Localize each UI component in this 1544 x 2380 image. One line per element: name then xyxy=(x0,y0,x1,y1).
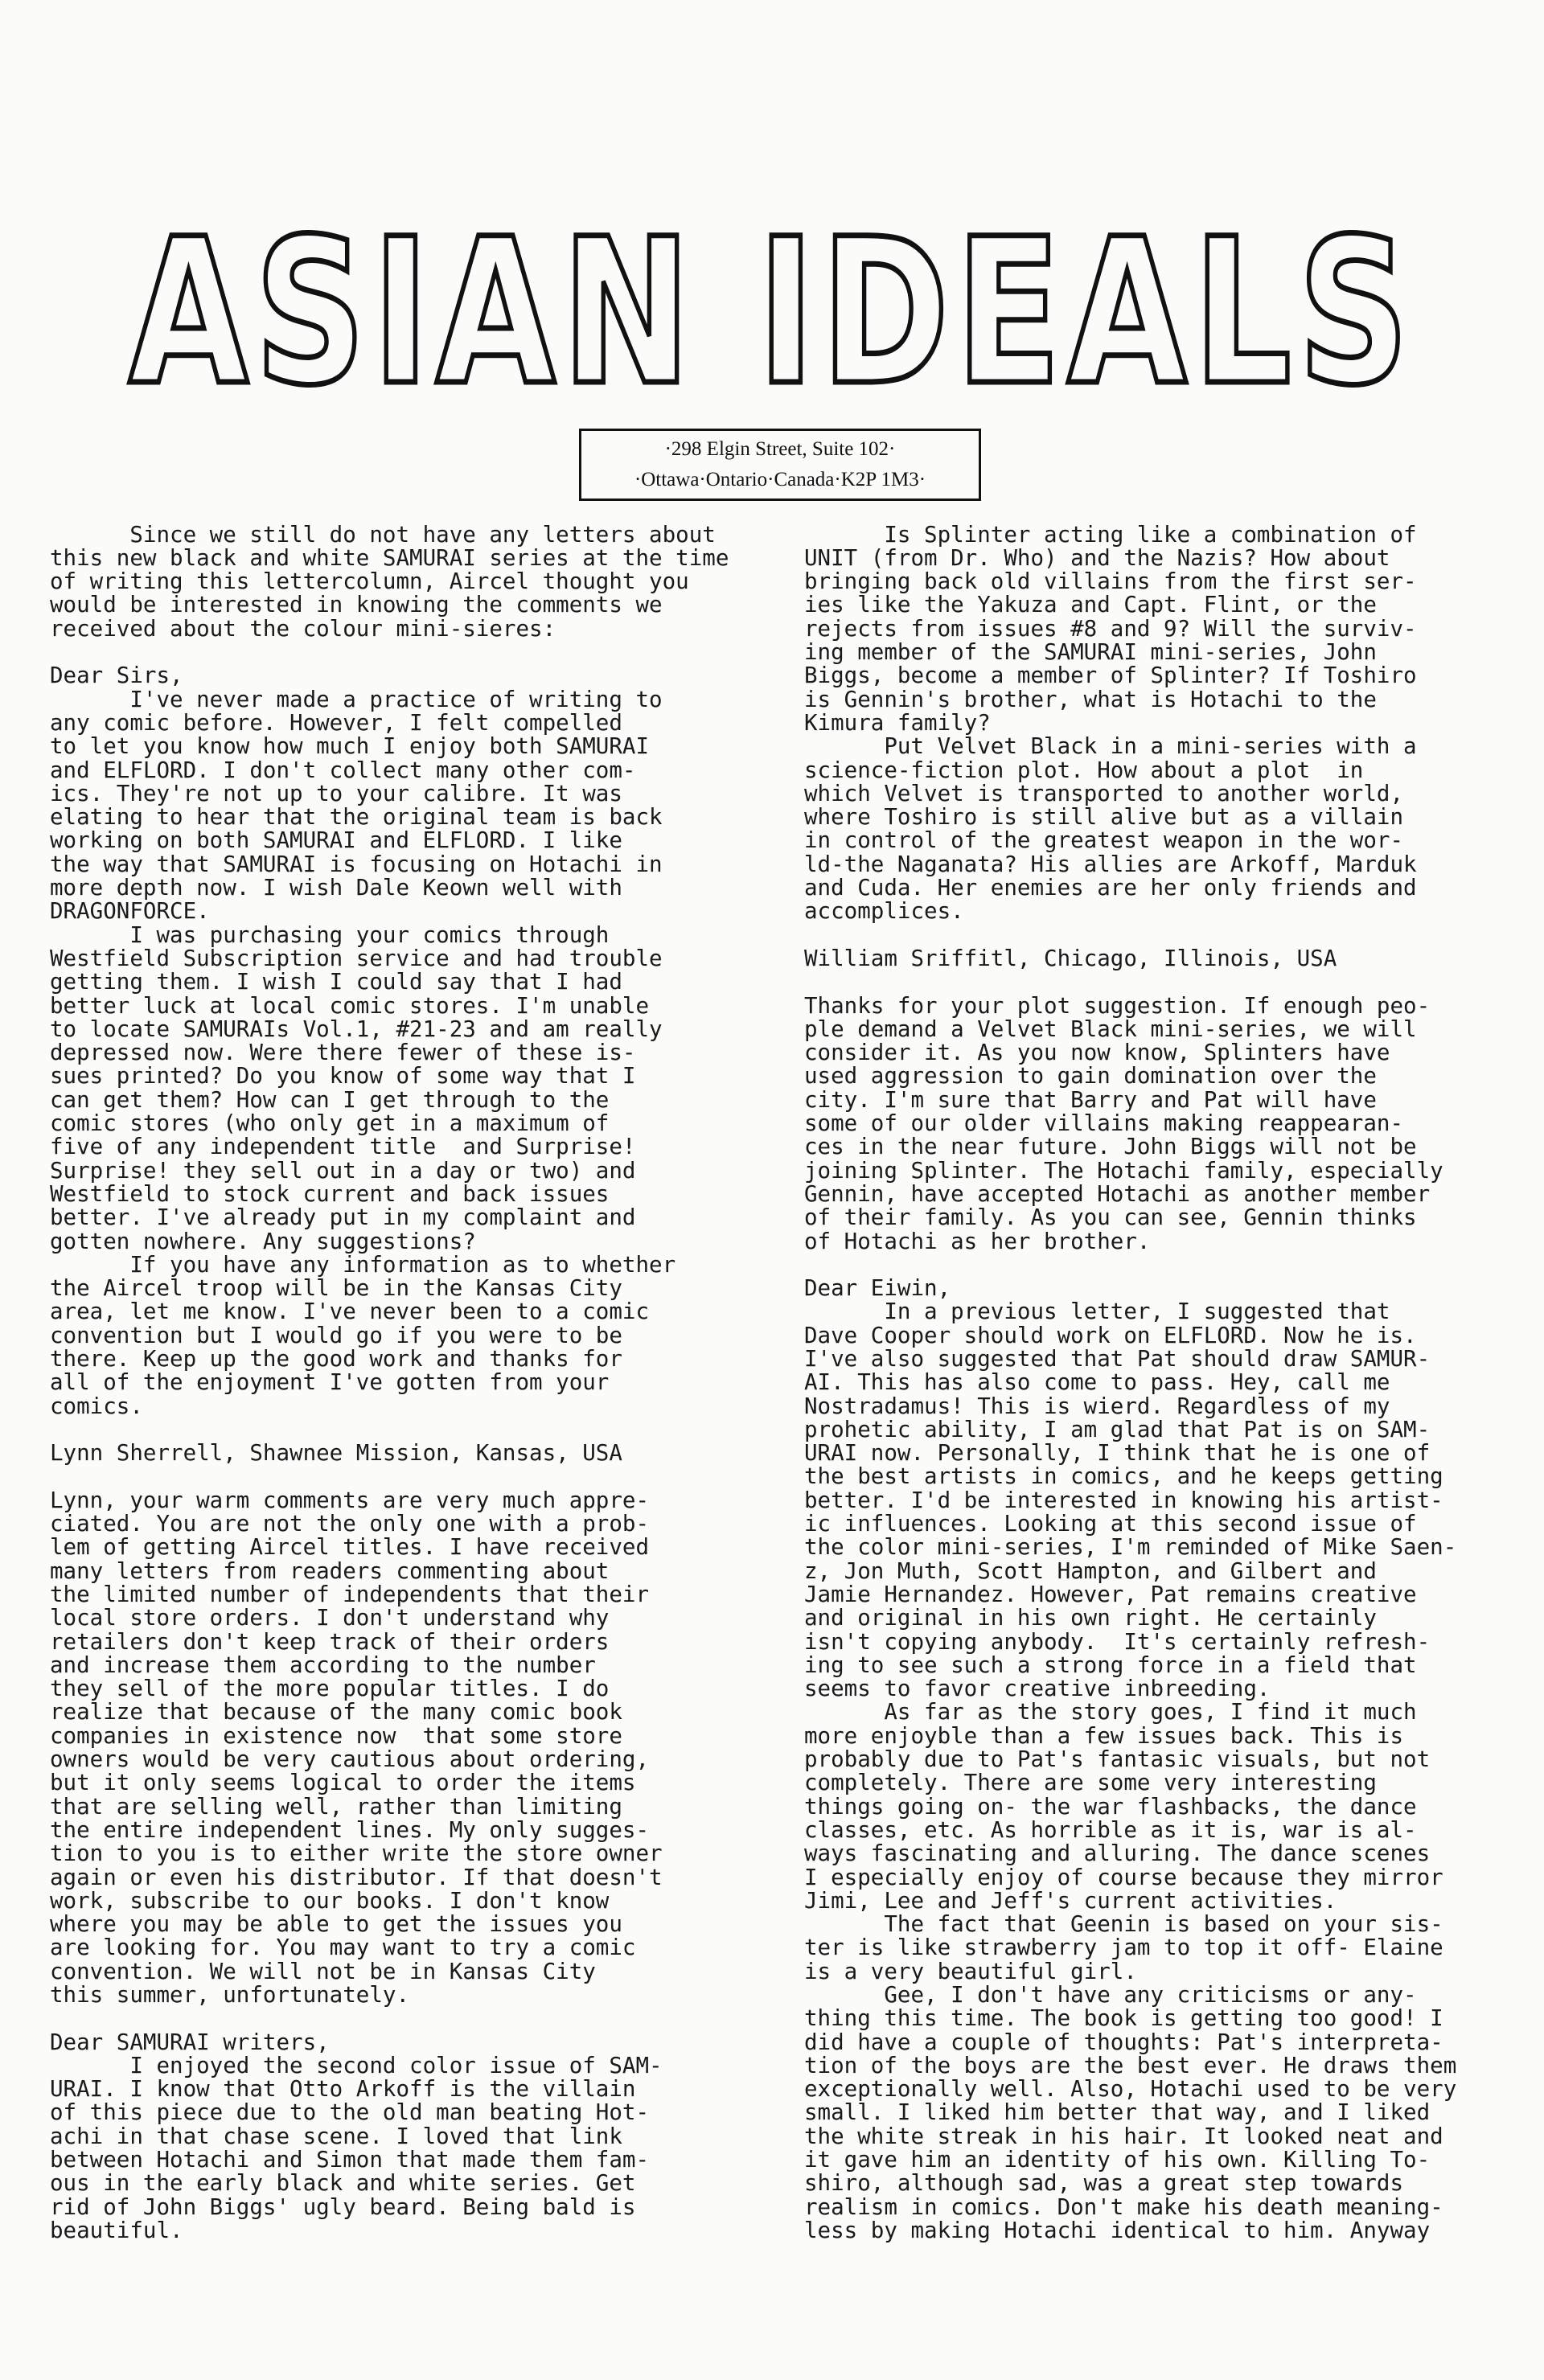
asian-ideals-logo xyxy=(121,165,1423,430)
left-column-text: Since we still do not have any letters about this new black and white SAMURAI series at the time of writing this lettercolumn, Aircel thought you would be interested in knowing the comments we received about the colour mini-sieres: Dear Sirs, I've never made a practice of writing to any comic before. However, I felt compelled to let you know how much I enjoy both SAMURAI and ELFLORD. I don't collect many other com- ics. They're not up to your calibre. It was elating to hear that the original team is back working on both SAMURAI and ELFLORD. I like the way that SAMURAI is focusing on Hotachi in more depth now. I wish Dale Keown well with DRAGONFORCE. I was purchasing your comics through Westfield Subscription service and had trouble getting them. I wish I could say that I had better luck at local comic stores. I'm unable to locate SAMURAIs Vol.1, #21-23 and am really depressed now. Were there fewer of these is- sues printed? Do you know of some way that I can get them? How can I get through to the comic stores (who only get in a maximum of five of any independent title and Surprise! Surprise! they sell out in a day or two) and Westfield to stock current and back issues better. I've already put in my complaint and gotten nowhere. Any suggestions? If you have any information as to whether the Aircel troop will be in the Kansas City area, let me know. I've never been to a comic convention but I would go if you were to be there. Keep up the good work and thanks for all of the enjoyment I've gotten from your comics. Lynn Sherrell, Shawnee Mission, Kansas, USA Lynn, your warm comments are very much appre- ciated. You are not the only one with a prob- lem of getting Aircel titles. I have received many letters from readers commenting about the limited number of independents that their local store orders. I don't understand why retailers don't keep track of their orders and increase them according to the number they sell of the more popular titles. I do realize that because of the many comic book companies in existence now that some store owners would be very cautious about ordering, but it only seems logical to order the items that are selling well, rather than limiting the entire independent lines. My only sugges- tion to you is to either write the store owner again or even his distributor. If that doesn't work, subscribe to our books. I don't know where you may be able to get the issues you are looking for. You may want to try a comic convention. We will not be in Kansas City this summer, unfortunately. Dear SAMURAI writers, I enjoyed the second color issue of SAM- URAI. I know that Otto Arkoff is the villain of this piece due to the old man beating Hot- achi in that chase scene. I loved that link between Hotachi and Simon that made them fam- ous in the early black and white series. Get rid of John Biggs' ugly beard. Being bald is beautiful. xyxy=(50,521,729,2243)
logo-text: ASIAN IDEALS xyxy=(129,195,1415,429)
left-column xyxy=(50,476,774,2267)
address-street: ·298 Elgin Street, Suite 102· xyxy=(664,438,896,460)
right-column xyxy=(804,476,1528,2267)
address-city: ·Ottawa·Ontario·Canada·K2P 1M3· xyxy=(634,469,926,490)
right-column-text: Is Splinter acting like a combination of UNIT (from Dr. Who) and the Nazis? How about bringing back old villains from the first ser- ies like the Yakuza and Capt. Flint, or the rejects from issues #8 and 9? Will the surviv- ing member of the SAMURAI mini-series, John Biggs, become a member of Splinter? If Toshiro is Gennin's brother, what is Hotachi to the Kimura family? Put Velvet Black in a mini-series with a science-fiction plot. How about a plot in which Velvet is transported to another world, where Toshiro is still alive but as a villain in control of the greatest weapon in the wor- ld-the Naganata? His allies are Arkoff, Marduk and Cuda. Her enemies are her only friends and accomplices. William Sriffitl, Chicago, Illinois, USA Thanks for your plot suggestion. If enough peo- ple demand a Velvet Black mini-series, we will consider it. As you now know, Splinters have used aggression to gain domination over the city. I'm sure that Barry and Pat will have some of our older villains making reappearan- ces in the near future. John Biggs will not be joining Splinter. The Hotachi family, especially Gennin, have accepted Hotachi as another member of their family. As you can see, Gennin thinks of Hotachi as her brother. Dear Eiwin, In a previous letter, I suggested that Dave Cooper should work on ELFLORD. Now he is. I've also suggested that Pat should draw SAMUR- AI. This has also come to pass. Hey, call me Nostradamus! This is wierd. Regardless of my prohetic ability, I am glad that Pat is on SAM- URAI now. Personally, I think that he is one of the best artists in comics, and he keeps getting better. I'd be interested in knowing his artist- ic influences. Looking at this second issue of the color mini-series, I'm reminded of Mike Saen- z, Jon Muth, Scott Hampton, and Gilbert and Jamie Hernandez. However, Pat remains creative and original in his own right. He certainly isn't copying anybody. It's certainly refresh- ing to see such a strong force in a field that seems to favor creative inbreeding. As far as the story goes, I find it much more enjoyble than a few issues back. This is probably due to Pat's fantasic visuals, but not completely. There are some very interesting things going on- the war flashbacks, the dance classes, etc. As horrible as it is, war is al- ways fascinating and alluring. The dance scenes I especially enjoy of course because they mirror Jimi, Lee and Jeff's current activities. The fact that Geenin is based on your sis- ter is like strawberry jam to top it off- Elaine is a very beautiful girl. Gee, I don't have any criticisms or any- thing this time. The book is getting too good! I did have a couple of thoughts: Pat's interpreta- tion of the boys are the best ever. He draws them exceptionally well. Also, Hotachi used to be very small. I liked him better that way, and I liked the white streak in his hair. It looked neat and it gave him an identity of his own. Killing To- shiro, although sad, was a great step towards realism in comics. Don't make his death meaning- less by making Hotachi identical to him. Anyway xyxy=(804,521,1457,2243)
